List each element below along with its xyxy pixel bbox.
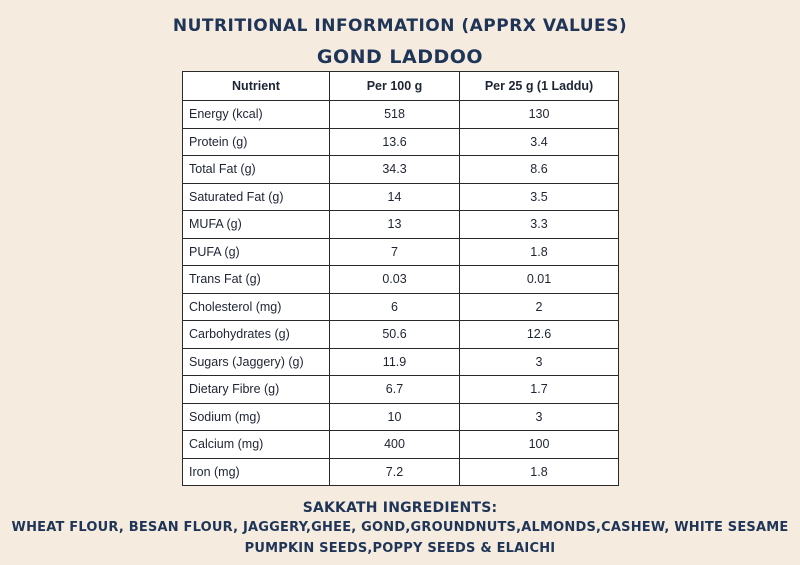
table-row [183,266,619,294]
ingredients-heading: SAKKATH INGREDIENTS: [302,500,498,516]
table-row [183,156,619,184]
table-row [183,211,619,239]
nutrient-cell: MUFA (g) [183,211,330,239]
nutrient-cell: Sugars (Jaggery) (g) [183,348,330,376]
nutrient-cell: Calcium (mg) [183,431,330,459]
per-100g-cell: 11.9 [330,348,460,376]
per-25g-cell: 8.6 [460,156,619,184]
table-row [183,128,619,156]
table-row [183,431,619,459]
column-header-nutrient: Nutrient [183,72,330,101]
column-header-per-25g: Per 25 g (1 Laddu) [460,72,619,101]
table-row [183,403,619,431]
ingredients-line-1: WHEAT FLOUR, BESAN FLOUR, JAGGERY,GHEE, GOND,GROUNDNUTS,ALMONDS,CASHEW, WHITE SESAME [11,520,789,535]
per-25g-cell: 130 [460,101,619,129]
per-25g-cell: 1.8 [460,458,619,486]
table-row [183,183,619,211]
per-25g-cell: 1.8 [460,238,619,266]
table-row [183,238,619,266]
table-row [183,293,619,321]
per-100g-cell: 0.03 [330,266,460,294]
per-100g-cell: 7 [330,238,460,266]
table-row [183,321,619,349]
nutrient-cell: Saturated Fat (g) [183,183,330,211]
per-100g-cell: 50.6 [330,321,460,349]
per-25g-cell: 2 [460,293,619,321]
per-25g-cell: 3.3 [460,211,619,239]
per-100g-cell: 7.2 [330,458,460,486]
nutrient-cell: Sodium (mg) [183,403,330,431]
table-header-row [183,72,619,101]
per-25g-cell: 0.01 [460,266,619,294]
table-row [183,458,619,486]
per-100g-cell: 400 [330,431,460,459]
product-name: GOND LADDOO [316,46,484,68]
per-100g-cell: 14 [330,183,460,211]
column-header-per-100g: Per 100 g [330,72,460,101]
per-100g-cell: 13.6 [330,128,460,156]
nutrient-cell: Total Fat (g) [183,156,330,184]
table-row [183,376,619,404]
per-100g-cell: 6 [330,293,460,321]
per-25g-cell: 3 [460,403,619,431]
nutrient-cell: Trans Fat (g) [183,266,330,294]
nutrient-cell: Protein (g) [183,128,330,156]
per-100g-cell: 10 [330,403,460,431]
nutrient-cell: Carbohydrates (g) [183,321,330,349]
nutrient-cell: Energy (kcal) [183,101,330,129]
per-25g-cell: 12.6 [460,321,619,349]
nutrient-cell: PUFA (g) [183,238,330,266]
ingredients-line-2: PUMPKIN SEEDS,POPPY SEEDS & ELAICHI [244,541,556,556]
nutrient-cell: Iron (mg) [183,458,330,486]
per-100g-cell: 34.3 [330,156,460,184]
table-row [183,348,619,376]
page-title: NUTRITIONAL INFORMATION (APPRX VALUES) [172,16,628,36]
per-25g-cell: 100 [460,431,619,459]
per-25g-cell: 3.4 [460,128,619,156]
per-100g-cell: 518 [330,101,460,129]
per-100g-cell: 6.7 [330,376,460,404]
per-25g-cell: 1.7 [460,376,619,404]
nutrient-cell: Cholesterol (mg) [183,293,330,321]
per-25g-cell: 3.5 [460,183,619,211]
nutrition-table [182,71,619,486]
per-100g-cell: 13 [330,211,460,239]
table-row [183,101,619,129]
nutrient-cell: Dietary Fibre (g) [183,376,330,404]
per-25g-cell: 3 [460,348,619,376]
